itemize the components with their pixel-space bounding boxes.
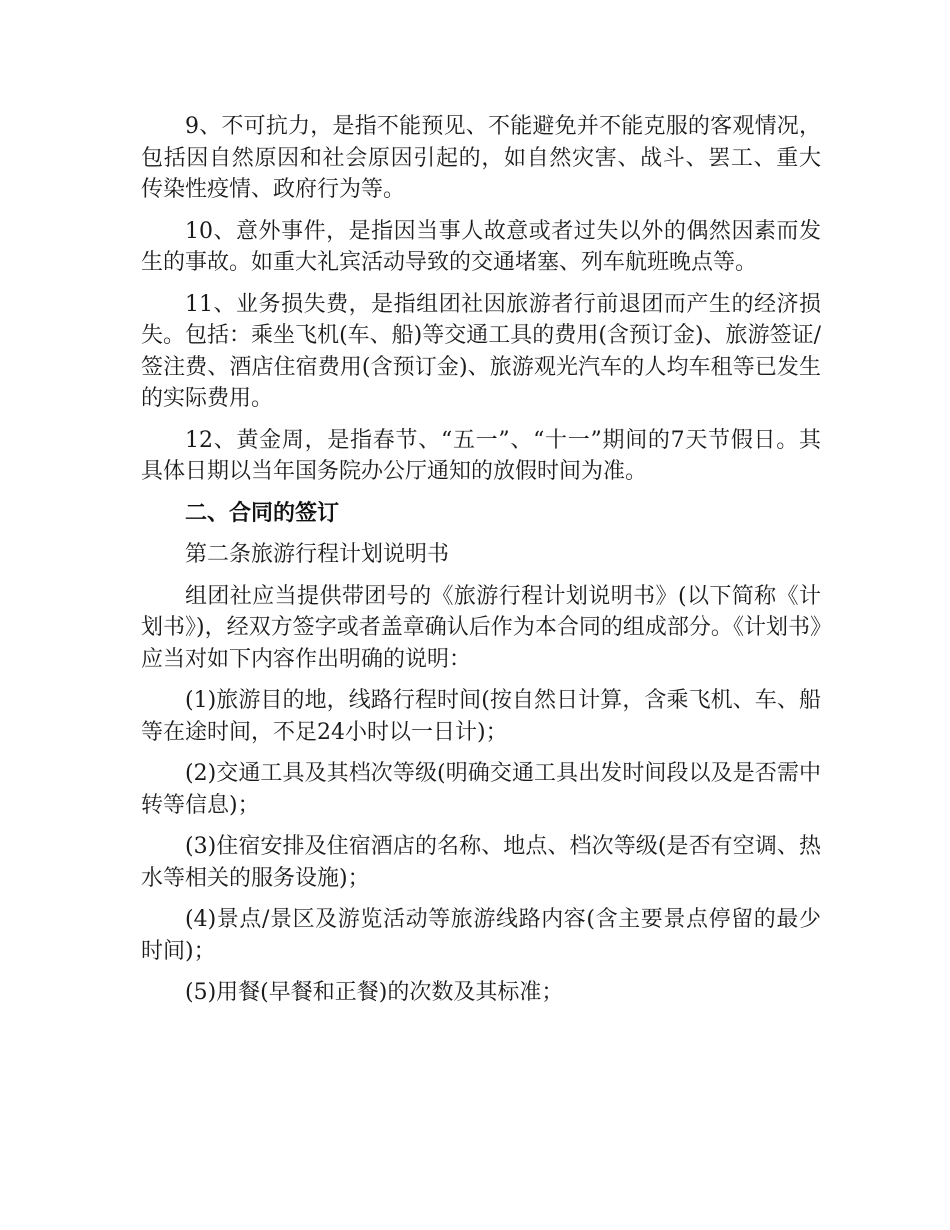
plan-item-1: (1)旅游目的地，线路行程时间(按自然日计算，含乘飞机、车、船等在途时间，不足24小时以一日计)； — [141, 688, 821, 745]
article-2-intro: 组团社应当提供带团号的《旅游行程计划说明书》(以下简称《计划书》)，经双方签字或者盖章确认后作为本合同的组成部分。《计划书》应当对如下内容作出明确的说明： — [141, 583, 821, 672]
clause-11-business-loss: 11、业务损失费，是指组团社因旅游者行前退团而产生的经济损失。包括：乘坐飞机(车、船)等交通工具的费用(含预订金)、旅游签证/签注费、酒店住宿费用(含预订金)、旅游观光汽车的人均车租等已发生的实际费用。 — [141, 291, 821, 411]
plan-item-2: (2)交通工具及其档次等级(明确交通工具出发时间段以及是否需中转等信息)； — [141, 761, 821, 818]
plan-item-5: (5)用餐(早餐和正餐)的次数及其标准； — [185, 980, 564, 1005]
article-2-title: 第二条旅游行程计划说明书 — [185, 542, 450, 567]
section-heading-contract-signing: 二、合同的签订 — [185, 500, 340, 526]
plan-item-3: (3)住宿安排及住宿酒店的名称、地点、档次等级(是否有空调、热水等相关的服务设施)； — [141, 834, 821, 891]
clause-12-golden-week: 12、黄金周，是指春节、“五一”、“十一”期间的7天节假日。其具体日期以当年国务院办公厅通知的放假时间为准。 — [141, 427, 821, 484]
document-body — [141, 111, 821, 1019]
plan-item-4: (4)景点/景区及游览活动等旅游线路内容(含主要景点停留的最少时间)； — [141, 907, 821, 964]
clause-10-accident: 10、意外事件，是指因当事人故意或者过失以外的偶然因素而发生的事故。如重大礼宾活动导致的交通堵塞、列车航班晚点等。 — [141, 218, 821, 275]
clause-9-force-majeure: 9、不可抗力，是指不能预见、不能避免并不能克服的客观情况，包括因自然原因和社会原因引起的，如自然灾害、战斗、罢工、重大传染性疫情、政府行为等。 — [141, 114, 821, 202]
